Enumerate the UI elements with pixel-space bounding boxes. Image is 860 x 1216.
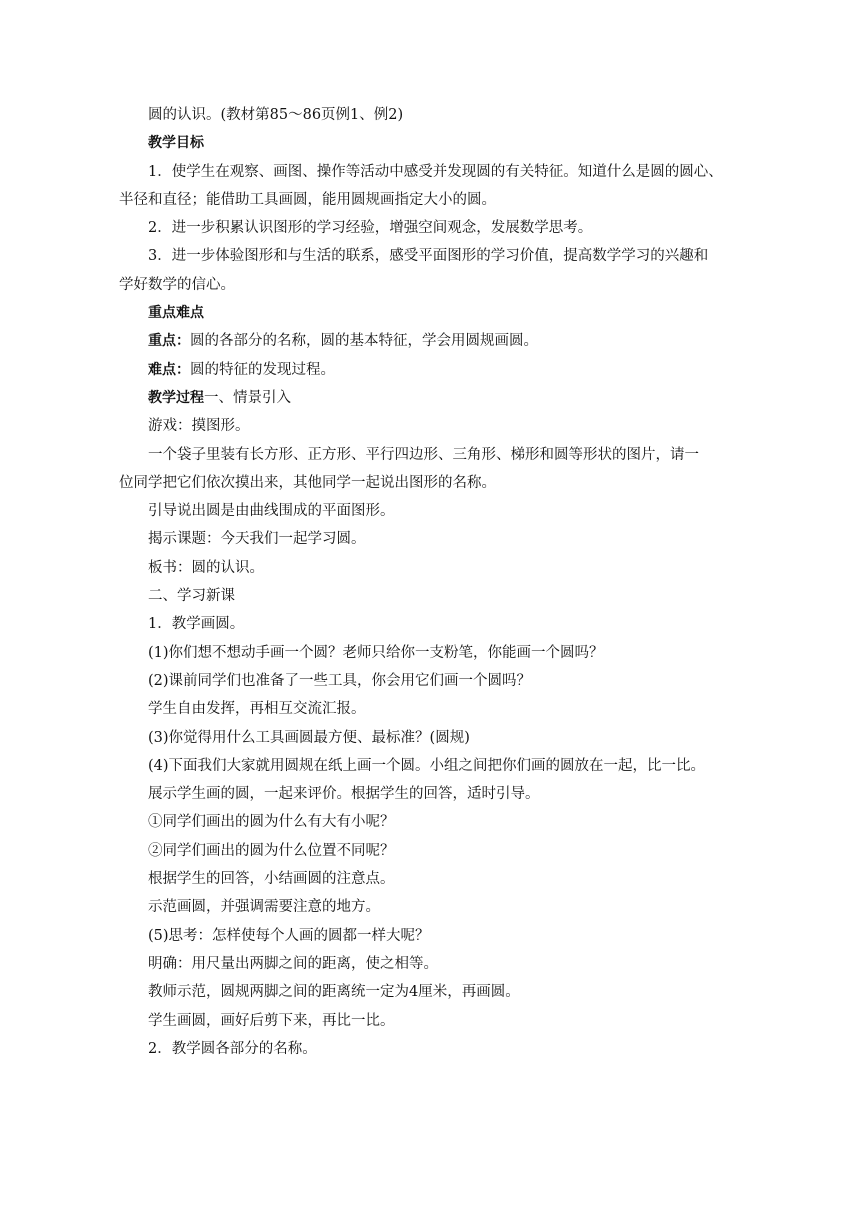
teaching-process-label: 教学过程: [148, 389, 204, 406]
blackboard-line: 板书：圆的认识。: [148, 559, 264, 576]
clarify-line: 明确：用尺量出两脚之间的距离，使之相等。: [148, 955, 438, 972]
summary-line: 根据学生的回答，小结画圆的注意点。: [148, 871, 395, 888]
section-1-title: 一、情景引入: [204, 389, 291, 406]
heading-key-points: 重点难点: [148, 305, 204, 322]
game-line: 游戏：摸图形。: [148, 418, 250, 435]
teacher-demo-line: 教师示范，圆规两脚之间的距离统一定为4厘米，再画圆。: [148, 984, 520, 1001]
key-point-label: 重点：: [148, 333, 190, 350]
difficult-point-text: 圆的特征的发现过程。: [190, 361, 335, 378]
bag-line-2: 位同学把它们依次摸出来，其他同学一起说出图形的名称。: [119, 474, 496, 491]
student-draw-line: 学生画圆，画好后剪下来，再比一比。: [148, 1012, 395, 1029]
goal-1-line-2: 半径和直径；能借助工具画圆，能用圆规画指定大小的圆。: [119, 191, 496, 208]
question-4: (4)下面我们大家就用圆规在纸上画一个圆。小组之间把你们画的圆放在一起，比一比。: [148, 757, 706, 774]
document-body: [119, 101, 741, 1063]
circle-question-a: ①同学们画出的圆为什么有大有小呢？: [148, 814, 395, 831]
difficult-point-label: 难点：: [148, 361, 190, 378]
question-1: (1)你们想不想动手画一个圆？老师只给你一支粉笔，你能画一个圆吗？: [148, 644, 604, 661]
bag-line-1: 一个袋子里装有长方形、正方形、平行四边形、三角形、梯形和圆等形状的图片，请一: [148, 446, 699, 463]
key-point-text: 圆的各部分的名称，圆的基本特征，学会用圆规画圆。: [190, 333, 538, 350]
question-2: (2)课前同学们也准备了一些工具，你会用它们画一个圆吗？: [148, 672, 532, 689]
question-5: (5)思考：怎样使每个人画的圆都一样大呢？: [148, 927, 430, 944]
heading-teaching-goals: 教学目标: [148, 135, 204, 152]
subsection-2-title: 2．教学圆各部分的名称。: [148, 1040, 317, 1057]
subsection-1-title: 1．教学画圆。: [148, 616, 245, 633]
guide-line: 引导说出圆是由曲线围成的平面图形。: [148, 503, 395, 520]
difficult-point: [119, 356, 741, 384]
goal-2: 2．进一步积累认识图形的学习经验，增强空间观念，发展数学思考。: [148, 220, 593, 237]
key-point: [119, 327, 741, 355]
student-free-line: 学生自由发挥，再相互交流汇报。: [148, 701, 366, 718]
goal-3-line-2: 学好数学的信心。: [119, 276, 235, 293]
goal-1-line-1: 1．使学生在观察、画图、操作等活动中感受并发现圆的有关特征。知道什么是圆的圆心、: [148, 163, 723, 180]
topic-line: 揭示课题：今天我们一起学习圆。: [148, 531, 366, 548]
line-intro: 圆的认识。(教材第85～86页例1、例2): [148, 107, 404, 123]
circle-question-b: ②同学们画出的圆为什么位置不同呢？: [148, 842, 395, 859]
teaching-process: [119, 384, 741, 412]
goal-3-line-1: 3．进一步体验图形和与生活的联系，感受平面图形的学习价值，提高数学学习的兴趣和: [148, 248, 709, 265]
demo-line: 示范画圆，并强调需要注意的地方。: [148, 899, 380, 916]
question-3: (3)你觉得用什么工具画圆最方便、最标准？(圆规): [148, 729, 470, 746]
section-2-title: 二、学习新课: [148, 588, 235, 605]
show-circles-line: 展示学生画的圆，一起来评价。根据学生的回答，适时引导。: [148, 786, 540, 803]
